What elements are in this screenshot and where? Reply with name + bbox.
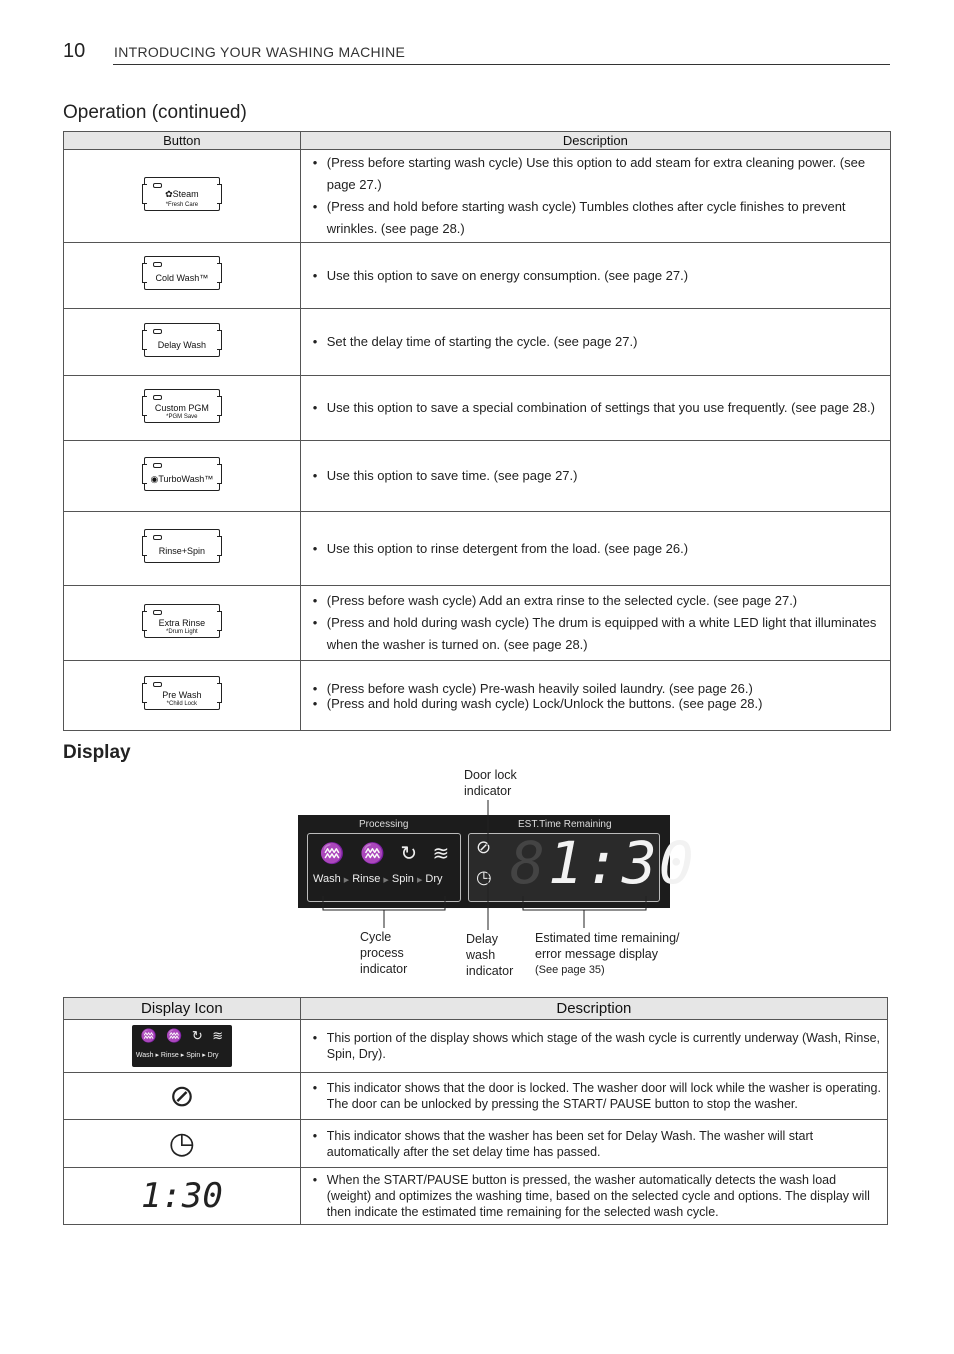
led-indicator [153, 395, 162, 400]
col-header-description: Description [300, 998, 887, 1020]
button-label: Custom PGM [154, 402, 209, 413]
operation-title: Operation (continued) [63, 102, 247, 123]
custom-pgm-button [144, 389, 220, 423]
button-sublabel: *Child Lock [166, 701, 198, 707]
turbowash-button [144, 457, 220, 491]
description-bullet: • (Press before wash cycle) Add an extra rinse to the selected cycle. (see page 27.) [319, 590, 882, 612]
cycle-callout: Cycle process indicator [360, 930, 408, 976]
description-bullet: • Use this option to save a special combination of settings that you use frequently. (see page 28.) [319, 397, 882, 419]
description-bullet: • (Press and hold before starting wash cycle) Tumbles clothes after cycle finishes to prevent wrinkles. (see page 28.) [319, 196, 882, 240]
table-row [64, 1120, 888, 1168]
stage-labels: Wash ▶ Rinse ▶ Spin ▶ Dry [313, 873, 443, 885]
delay-wash-button [144, 323, 220, 357]
button-sublabel: *Drum Light [166, 628, 198, 635]
table-row [64, 150, 891, 243]
button-sublabel: *PGM Save [166, 413, 198, 420]
description-bullet: • Use this option to rinse detergent from the load. (see page 26.) [319, 538, 882, 560]
wash-icon: ♒ [140, 1028, 157, 1043]
button-sublabel: *Fresh Care [165, 201, 199, 208]
processing-label: Processing [359, 819, 409, 830]
button-label: Pre Wash [162, 690, 202, 700]
description-bullet: • This portion of the display shows which stage of the wash cycle is currently underway (Wash, Rinse, Spin, Dry). [319, 1030, 881, 1062]
header-rule [113, 64, 890, 65]
table-row [64, 441, 891, 512]
delay-callout: Delay wash indicator [466, 932, 514, 978]
extra-rinse-button [144, 604, 220, 638]
led-indicator [153, 535, 162, 540]
delay-wash-icon: ◷ [476, 867, 492, 887]
door-lock-callout: Door lock indicator [464, 768, 517, 798]
table-row [64, 586, 891, 661]
description-bullet: • This indicator shows that the washer has been set for Delay Wash. The washer will start automatically after the set delay time has passed. [319, 1128, 881, 1160]
description-bullet: • Use this option to save on energy consumption. (see page 27.) [319, 265, 882, 287]
description-bullet: • (Press before wash cycle) Pre-wash heavily soiled laundry. (see page 26.) [319, 681, 882, 696]
led-indicator [153, 682, 162, 687]
time-digits-icon: 1:30 [140, 1176, 223, 1216]
col-header-display-icon: Display Icon [64, 998, 301, 1020]
door-lock-icon: ⊘ [476, 837, 492, 857]
header-title: INTRODUCING YOUR WASHING MACHINE [114, 44, 406, 60]
led-indicator [153, 610, 162, 615]
description-bullet: • Set the delay time of starting the cycle. (see page 27.) [319, 331, 882, 353]
table-row [64, 512, 891, 586]
button-label: TurboWash™ [158, 473, 214, 484]
door-lock-icon: ⊘ [169, 1079, 195, 1113]
description-bullet: • When the START/PAUSE button is pressed, the washer automatically detects the wash load (weight) and optimizes the washing time, based on the selected cycle and options. The display will then indicate the estimated time remaining for the selected wash cycle. [319, 1172, 881, 1220]
table-row [64, 1020, 888, 1073]
wash-icon: ♒ [319, 843, 345, 865]
cold-wash-button [144, 256, 220, 290]
col-header-description: Description [300, 132, 890, 150]
led-indicator [153, 183, 162, 188]
turbowash-icon: ◉ [150, 473, 159, 484]
table-row [64, 661, 891, 731]
stage-labels: Wash ▸ Rinse ▸ Spin ▸ Dry [135, 1052, 219, 1059]
table-row [64, 376, 891, 441]
steam-icon: ✿ [165, 188, 173, 199]
button-label: Cold Wash™ [155, 273, 209, 283]
display-title: Display [63, 742, 131, 763]
description-bullet: • (Press before starting wash cycle) Use this option to add steam for extra cleaning power. (see page 27.) [319, 152, 882, 196]
table-row [64, 309, 891, 376]
estimated-callout: Estimated time remaining/ error message display (See page 35) [535, 931, 680, 976]
dry-icon: ≋ [432, 843, 450, 865]
see-page-ref: (See page 35) [535, 964, 605, 976]
button-label: Extra Rinse [158, 617, 206, 628]
led-indicator [153, 329, 162, 334]
ghost-digits: 8 [510, 829, 545, 897]
description-bullet: • (Press and hold during wash cycle) The drum is equipped with a white LED light that illuminates when the washer is turned on. (see page 28.) [319, 612, 882, 656]
rinse-icon: ♒ [166, 1028, 183, 1043]
col-header-button: Button [64, 132, 301, 150]
button-label: Delay Wash [157, 339, 206, 350]
button-label: Steam [172, 188, 199, 199]
rinse-icon: ♒ [360, 843, 385, 865]
spin-icon: ↻ [400, 843, 418, 865]
time-digits: 1:30 [548, 829, 696, 897]
spin-icon: ↻ [191, 1028, 203, 1043]
display-icon-table [63, 997, 888, 1225]
led-indicator [153, 463, 162, 468]
cycle-stage-icons [132, 1025, 232, 1067]
description-bullet: • (Press and hold during wash cycle) Lock/Unlock the buttons. (see page 28.) [319, 696, 882, 711]
operation-table [63, 131, 891, 731]
delay-wash-icon: ◷ [168, 1127, 195, 1160]
table-row [64, 1073, 888, 1120]
description-bullet: • Use this option to save time. (see page 27.) [319, 465, 882, 487]
description-bullet: • This indicator shows that the door is locked. The washer door will lock while the washer is operating. The door can be unlocked by pressing the START/ PAUSE button to stop the washer. [319, 1080, 881, 1112]
callout-lines [298, 800, 718, 930]
table-row [64, 1168, 888, 1225]
steam-button [144, 177, 220, 211]
led-indicator [153, 262, 162, 267]
page-number: 10 [63, 40, 86, 62]
rinse-spin-button [144, 529, 220, 563]
button-label: Rinse+Spin [158, 546, 205, 556]
est-time-label: EST.Time Remaining [518, 819, 612, 830]
table-row [64, 243, 891, 309]
pre-wash-button [144, 676, 220, 710]
dry-icon: ≋ [212, 1028, 224, 1043]
